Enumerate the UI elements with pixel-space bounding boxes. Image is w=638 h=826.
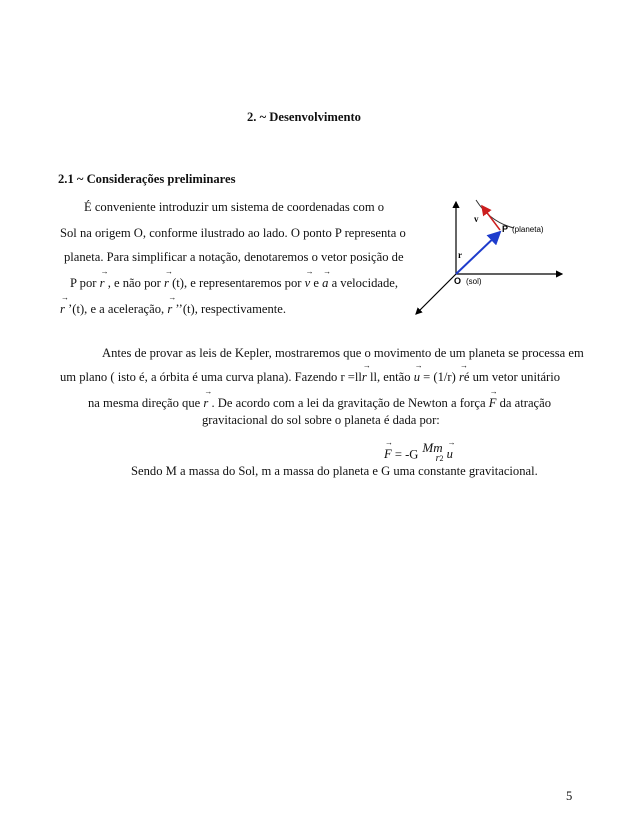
acceleration-vector-a: → a <box>322 276 328 291</box>
intro-line-3: planeta. Para simplificar a notação, denotaremos o vetor posição de <box>64 250 404 264</box>
position-vector-r: → r <box>362 370 367 385</box>
intro-text: , e não por <box>107 276 161 290</box>
closing-sentence: Sendo M a massa do Sol, m a massa do planeta e G uma constante gravitacional. <box>131 464 538 478</box>
position-vector-r-t: → r <box>164 276 169 291</box>
formula-unit-vector: → u <box>447 447 453 462</box>
intro-line-4 <box>70 276 398 291</box>
page-number: 5 <box>566 789 573 803</box>
position-vector-r: → r <box>100 276 105 291</box>
intro-line-5 <box>60 302 286 317</box>
position-vector-r: → r <box>203 396 208 411</box>
body-text: um plano ( isto é, a órbita é uma curva plana). Fazendo r =ll <box>60 370 362 384</box>
body-line-1: Antes de provar as leis de Kepler, mostraremos que o movimento de um planeta se processa em <box>102 346 584 360</box>
formula-denominator <box>422 454 444 464</box>
planeta-label: (planeta) <box>512 225 544 234</box>
body-text: . De acordo com a lei da gravitação de Newton a força <box>211 396 486 410</box>
intro-text: ’’(t), respectivamente. <box>175 302 287 316</box>
formula-force: → F <box>384 447 392 462</box>
body-text: da atração <box>499 396 552 410</box>
intro-text: (t), e representaremos por <box>172 276 302 290</box>
intro-text: ’(t), e a aceleração, <box>68 302 165 316</box>
position-vector-r: → r <box>459 370 464 385</box>
section-subtitle: 2.1 ~ Considerações preliminares <box>58 172 236 186</box>
formula-equals: = -G <box>394 447 419 462</box>
velocity-vector-v: → v <box>305 276 311 291</box>
formula-numerator: Mm <box>422 440 443 455</box>
body-text: é um vetor unitário <box>463 370 561 384</box>
orbit-diagram <box>412 198 572 318</box>
r-label: r <box>458 250 462 260</box>
intro-line-2: Sol na origem O, conforme ilustrado ao lado. O ponto P representa o <box>60 226 406 240</box>
formula-den-r: r <box>435 453 440 464</box>
body-text: = (1/r) <box>423 370 456 384</box>
v-label: v <box>474 214 479 224</box>
unit-vector-u: → u <box>414 370 420 385</box>
body-text: ll, então <box>369 370 411 384</box>
intro-text: e <box>313 276 319 290</box>
position-vector-r: → r <box>60 302 65 317</box>
z-axis <box>416 274 456 314</box>
r-vector <box>456 232 500 274</box>
body-line-2 <box>60 370 560 385</box>
formula-den-exp: 2 <box>439 454 444 463</box>
v-vector <box>482 206 500 230</box>
intro-text: P por <box>70 276 97 290</box>
body-line-3 <box>88 396 551 411</box>
sol-label: (sol) <box>466 277 482 286</box>
p-label: P <box>502 224 509 234</box>
intro-line-1: É conveniente introduzir um sistema de coordenadas com o <box>84 200 385 214</box>
intro-text: a velocidade, <box>331 276 398 290</box>
body-text: na mesma direção que <box>88 396 201 410</box>
force-vector-f: → F <box>489 396 497 411</box>
section-title: 2. ~ Desenvolvimento <box>247 110 361 124</box>
body-line-4: gravitacional do sol sobre o planeta é dada por: <box>202 413 440 427</box>
formula-fraction <box>422 441 444 464</box>
position-vector-r: → r <box>167 302 172 317</box>
o-label: O <box>454 276 462 286</box>
